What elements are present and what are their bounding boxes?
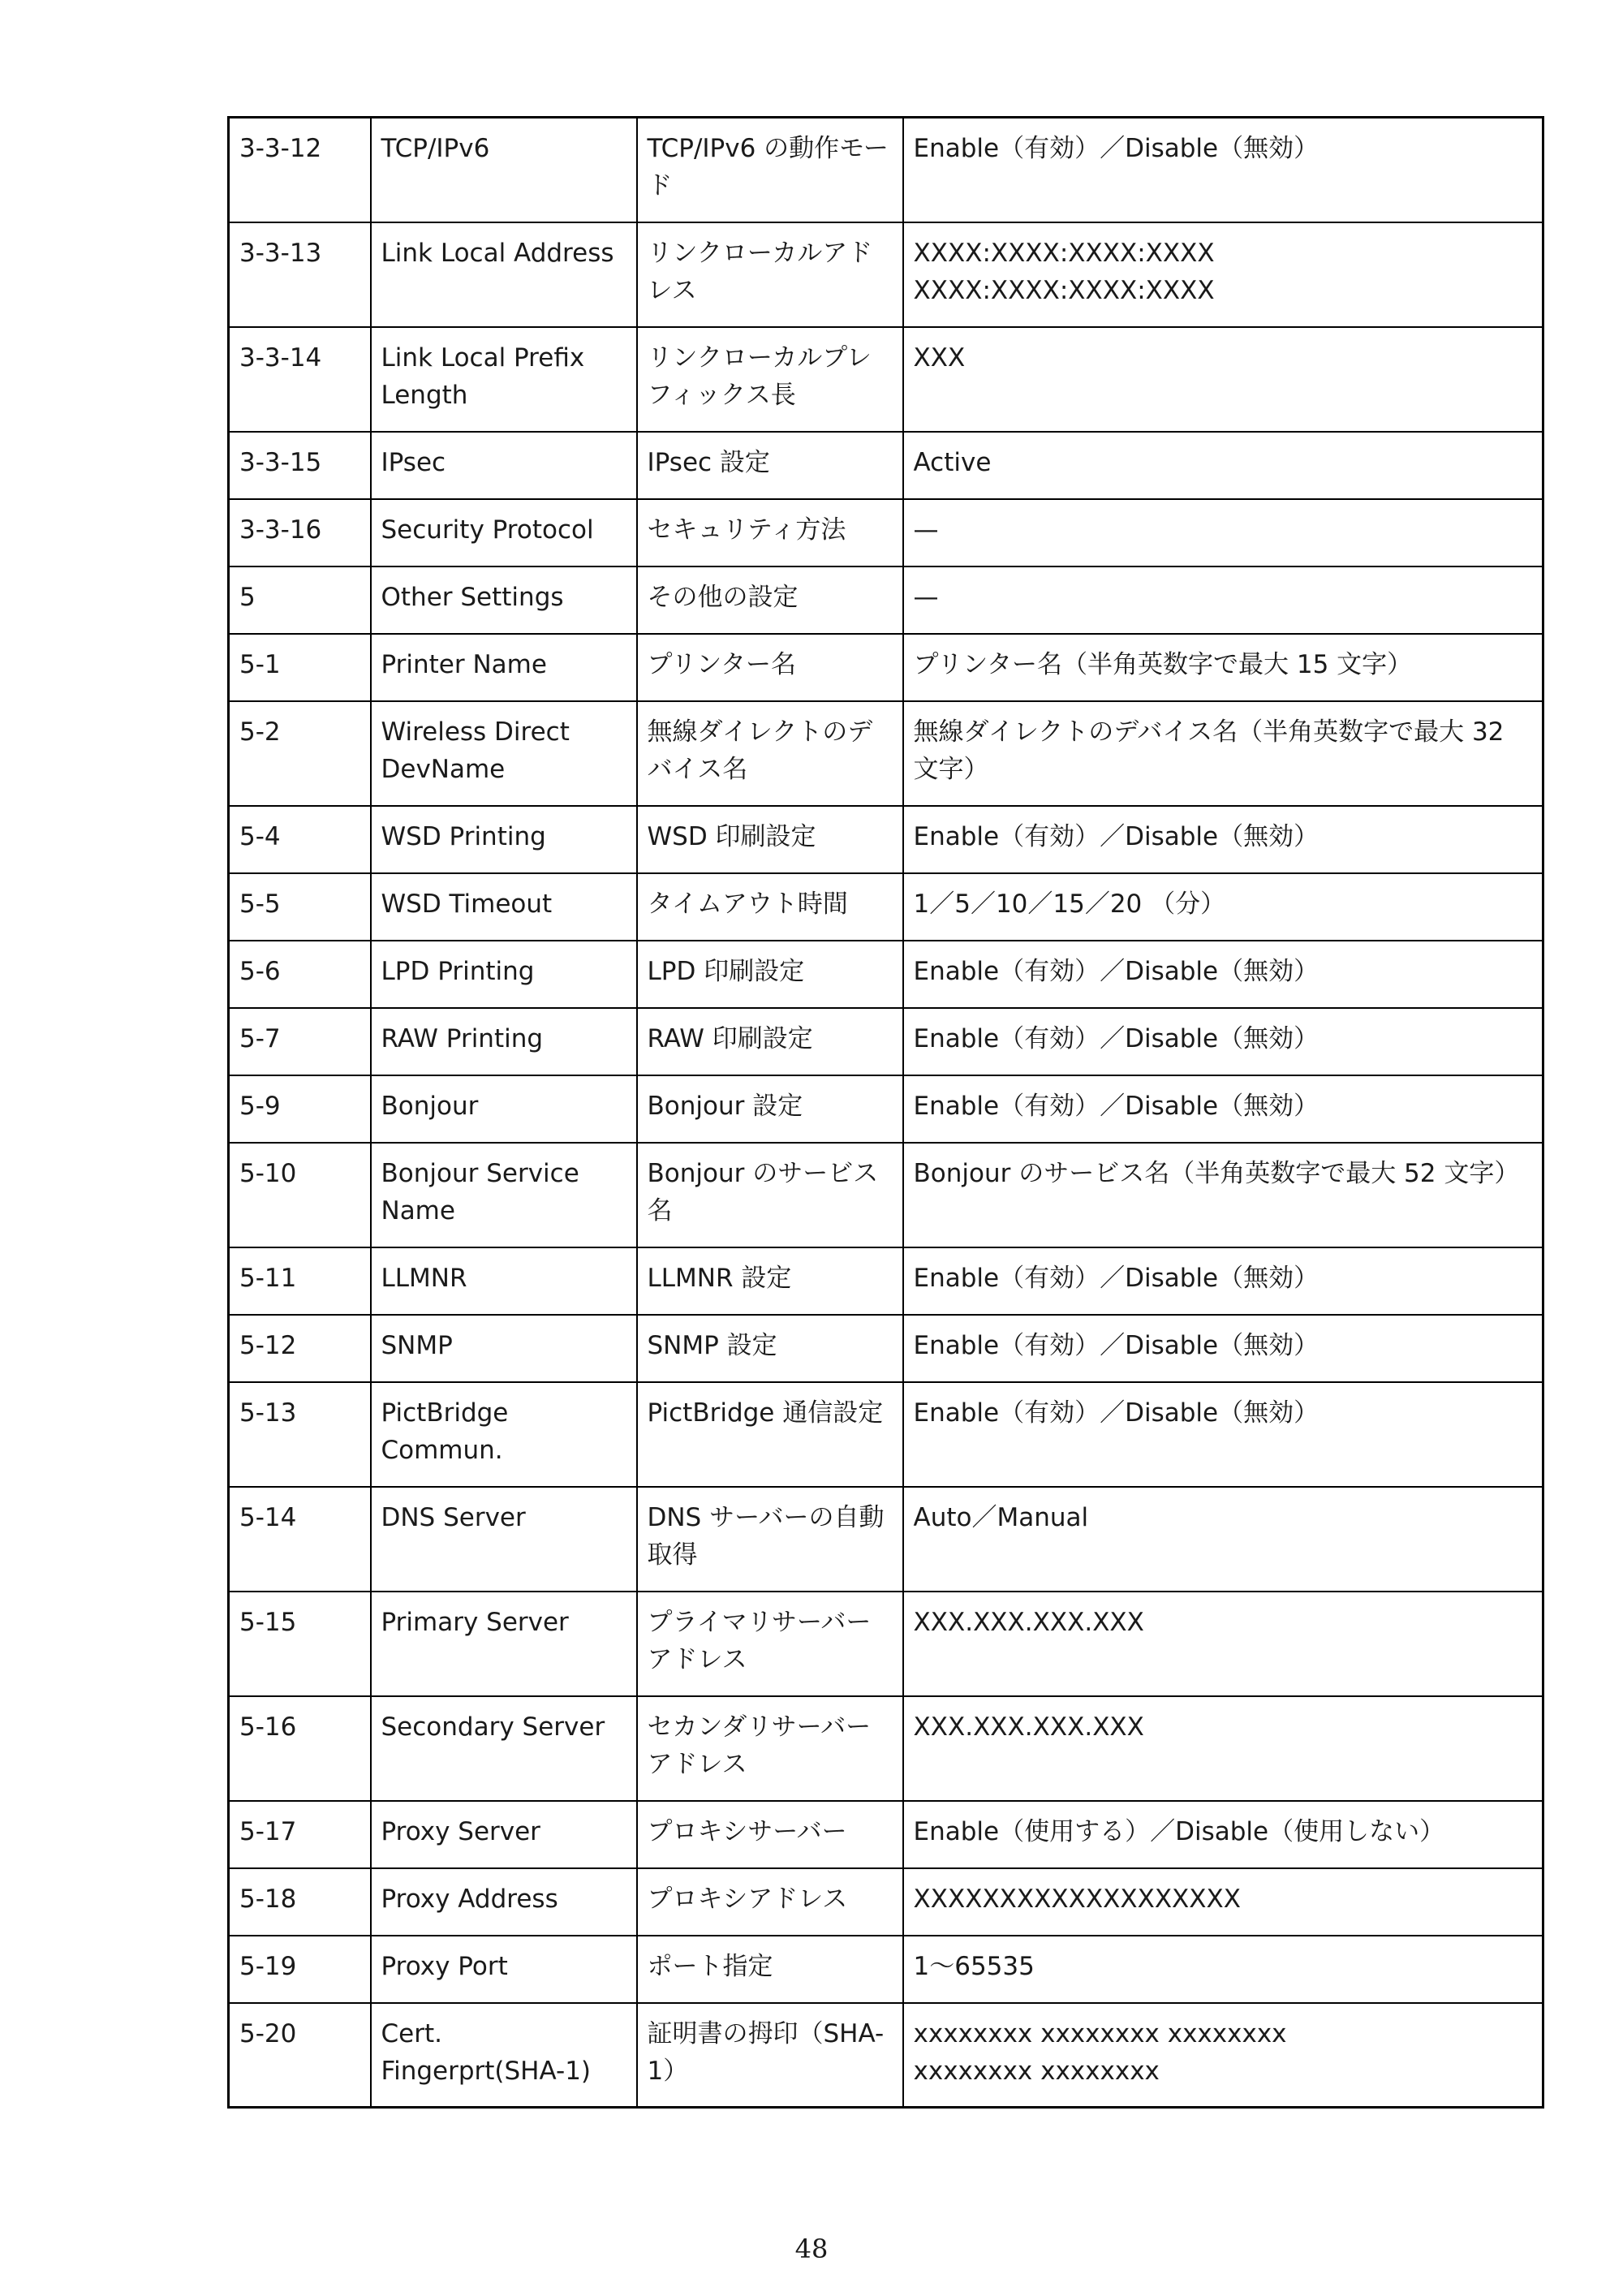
- setting-number-cell: 5-13: [229, 1382, 371, 1487]
- setting-name-ja-cell: 無線ダイレクトのデバイス名: [637, 701, 903, 806]
- setting-value-line: 1～65535: [913, 1951, 1035, 1981]
- setting-name-en-cell: DNS Server: [371, 1487, 637, 1592]
- setting-value-cell: [903, 1315, 1543, 1382]
- setting-value-line: XXX: [913, 342, 966, 373]
- setting-number-cell: 3-3-16: [229, 499, 371, 566]
- setting-name-ja-cell: Bonjour 設定: [637, 1075, 903, 1143]
- table-row: [229, 806, 1543, 873]
- setting-value-cell: [903, 701, 1543, 806]
- settings-table: [227, 116, 1544, 2109]
- setting-number-cell: 3-3-13: [229, 222, 371, 327]
- setting-name-en-cell: WSD Timeout: [371, 873, 637, 941]
- setting-name-ja-cell: LLMNR 設定: [637, 1247, 903, 1315]
- setting-name-en-cell: TCP/IPv6: [371, 118, 637, 222]
- settings-table-body: [229, 118, 1543, 2108]
- setting-number-cell: 5-11: [229, 1247, 371, 1315]
- setting-name-en-cell: Primary Server: [371, 1592, 637, 1696]
- setting-value-line: Enable（使用する）／Disable（使用しない）: [913, 1816, 1445, 1846]
- table-row: [229, 941, 1543, 1008]
- setting-value-line: xxxxxxxx xxxxxxxx xxxxxxxx: [913, 2018, 1287, 2048]
- setting-name-ja-cell: SNMP 設定: [637, 1315, 903, 1382]
- table-row: [229, 327, 1543, 432]
- setting-value-cell: [903, 432, 1543, 499]
- setting-name-en-cell: LPD Printing: [371, 941, 637, 1008]
- setting-value-cell: [903, 1801, 1543, 1868]
- setting-value-cell: [903, 941, 1543, 1008]
- table-row: [229, 1868, 1543, 1936]
- setting-name-ja-cell: セカンダリサーバーアドレス: [637, 1696, 903, 1801]
- setting-name-en-cell: Wireless Direct DevName: [371, 701, 637, 806]
- setting-value-line: Enable（有効）／Disable（無効）: [913, 1330, 1319, 1360]
- setting-name-en-cell: Link Local Prefix Length: [371, 327, 637, 432]
- setting-number-cell: 5-19: [229, 1936, 371, 2003]
- setting-value-cell: [903, 1487, 1543, 1592]
- setting-value-cell: [903, 634, 1543, 701]
- setting-name-ja-cell: ポート指定: [637, 1936, 903, 2003]
- setting-value-line: Enable（有効）／Disable（無効）: [913, 821, 1319, 851]
- setting-name-ja-cell: プリンター名: [637, 634, 903, 701]
- setting-value-line: xxxxxxxx xxxxxxxx: [913, 2056, 1160, 2086]
- setting-name-ja-cell: リンクローカルプレフィックス長: [637, 327, 903, 432]
- setting-value-cell: [903, 1868, 1543, 1936]
- setting-name-ja-cell: DNS サーバーの自動取得: [637, 1487, 903, 1592]
- setting-value-cell: [903, 1936, 1543, 2003]
- table-row: [229, 1315, 1543, 1382]
- setting-name-en-cell: Secondary Server: [371, 1696, 637, 1801]
- setting-name-ja-cell: LPD 印刷設定: [637, 941, 903, 1008]
- setting-name-en-cell: Proxy Port: [371, 1936, 637, 2003]
- setting-name-ja-cell: プライマリサーバーアドレス: [637, 1592, 903, 1696]
- setting-name-en-cell: Proxy Server: [371, 1801, 637, 1868]
- setting-value-line: プリンター名（半角英数字で最大 15 文字）: [913, 649, 1413, 679]
- setting-name-en-cell: WSD Printing: [371, 806, 637, 873]
- setting-name-ja-cell: プロキシサーバー: [637, 1801, 903, 1868]
- setting-value-cell: [903, 806, 1543, 873]
- table-row: [229, 118, 1543, 222]
- setting-number-cell: 3-3-15: [229, 432, 371, 499]
- setting-value-line: —: [913, 515, 939, 545]
- setting-name-en-cell: Bonjour Service Name: [371, 1143, 637, 1247]
- setting-value-cell: [903, 2003, 1543, 2108]
- table-row: [229, 701, 1543, 806]
- setting-number-cell: 5-18: [229, 1868, 371, 1936]
- setting-value-cell: [903, 566, 1543, 634]
- setting-value-line: 1／5／10／15／20 （分）: [913, 889, 1226, 919]
- setting-number-cell: 5-15: [229, 1592, 371, 1696]
- setting-name-ja-cell: WSD 印刷設定: [637, 806, 903, 873]
- setting-value-cell: [903, 1008, 1543, 1075]
- setting-name-ja-cell: その他の設定: [637, 566, 903, 634]
- setting-value-cell: [903, 1247, 1543, 1315]
- setting-value-line: Bonjour のサービス名（半角英数字で最大 52 文字）: [913, 1158, 1520, 1188]
- setting-name-ja-cell: PictBridge 通信設定: [637, 1382, 903, 1487]
- setting-name-en-cell: PictBridge Commun.: [371, 1382, 637, 1487]
- table-row: [229, 1696, 1543, 1801]
- setting-value-line: Enable（有効）／Disable（無効）: [913, 1023, 1319, 1053]
- setting-value-line: XXX.XXX.XXX.XXX: [913, 1712, 1144, 1742]
- setting-number-cell: 5-6: [229, 941, 371, 1008]
- table-row: [229, 1247, 1543, 1315]
- setting-value-cell: [903, 1075, 1543, 1143]
- setting-value-cell: [903, 1382, 1543, 1487]
- setting-name-ja-cell: セキュリティ方法: [637, 499, 903, 566]
- table-row: [229, 1801, 1543, 1868]
- setting-name-en-cell: Other Settings: [371, 566, 637, 634]
- setting-value-line: Auto／Manual: [913, 1502, 1089, 1532]
- setting-value-line: Enable（有効）／Disable（無効）: [913, 1091, 1319, 1121]
- setting-name-en-cell: Proxy Address: [371, 1868, 637, 1936]
- setting-number-cell: 5-16: [229, 1696, 371, 1801]
- setting-number-cell: 5-7: [229, 1008, 371, 1075]
- setting-number-cell: 5-5: [229, 873, 371, 941]
- table-row: [229, 222, 1543, 327]
- setting-name-en-cell: IPsec: [371, 432, 637, 499]
- page-number: 48: [794, 2234, 829, 2264]
- table-row: [229, 1075, 1543, 1143]
- setting-name-en-cell: LLMNR: [371, 1247, 637, 1315]
- setting-name-ja-cell: プロキシアドレス: [637, 1868, 903, 1936]
- setting-name-en-cell: RAW Printing: [371, 1008, 637, 1075]
- setting-number-cell: 5-4: [229, 806, 371, 873]
- table-row: [229, 1008, 1543, 1075]
- table-row: [229, 1936, 1543, 2003]
- table-row: [229, 634, 1543, 701]
- setting-name-ja-cell: TCP/IPv6 の動作モード: [637, 118, 903, 222]
- table-row: [229, 1143, 1543, 1247]
- setting-number-cell: 5-1: [229, 634, 371, 701]
- setting-number-cell: 5-14: [229, 1487, 371, 1592]
- setting-value-line: —: [913, 582, 939, 612]
- setting-name-en-cell: Security Protocol: [371, 499, 637, 566]
- setting-value-line: XXX.XXX.XXX.XXX: [913, 1607, 1144, 1637]
- setting-value-cell: [903, 499, 1543, 566]
- setting-number-cell: 5-2: [229, 701, 371, 806]
- setting-value-line: XXXXXXXXXXXXXXXXXXX: [913, 1884, 1241, 1914]
- table-row: [229, 1592, 1543, 1696]
- table-row: [229, 1487, 1543, 1592]
- setting-number-cell: 5-20: [229, 2003, 371, 2108]
- table-row: [229, 1382, 1543, 1487]
- setting-name-ja-cell: リンクローカルアドレス: [637, 222, 903, 327]
- table-row: [229, 499, 1543, 566]
- table-row: [229, 2003, 1543, 2108]
- setting-value-line: Enable（有効）／Disable（無効）: [913, 1398, 1319, 1428]
- setting-value-cell: [903, 1592, 1543, 1696]
- setting-name-en-cell: Printer Name: [371, 634, 637, 701]
- setting-value-line: Enable（有効）／Disable（無効）: [913, 956, 1319, 986]
- setting-name-en-cell: Bonjour: [371, 1075, 637, 1143]
- setting-value-cell: [903, 118, 1543, 222]
- setting-name-ja-cell: IPsec 設定: [637, 432, 903, 499]
- setting-value-cell: [903, 1143, 1543, 1247]
- setting-name-ja-cell: タイムアウト時間: [637, 873, 903, 941]
- setting-value-cell: [903, 327, 1543, 432]
- setting-value-cell: [903, 1696, 1543, 1801]
- setting-name-ja-cell: 証明書の拇印（SHA-1）: [637, 2003, 903, 2108]
- table-row: [229, 566, 1543, 634]
- table-row: [229, 873, 1543, 941]
- setting-number-cell: 3-3-14: [229, 327, 371, 432]
- setting-number-cell: 5: [229, 566, 371, 634]
- setting-value-cell: [903, 873, 1543, 941]
- setting-number-cell: 5-10: [229, 1143, 371, 1247]
- setting-value-line: XXXX:XXXX:XXXX:XXXX: [913, 275, 1215, 305]
- setting-value-line: Enable（有効）／Disable（無効）: [913, 1263, 1319, 1293]
- setting-name-en-cell: SNMP: [371, 1315, 637, 1382]
- setting-value-line: Active: [913, 447, 992, 477]
- table-row: [229, 432, 1543, 499]
- setting-number-cell: 3-3-12: [229, 118, 371, 222]
- setting-value-cell: [903, 222, 1543, 327]
- setting-value-line: 無線ダイレクトのデバイス名（半角英数字で最大 32 文字）: [913, 717, 1505, 784]
- setting-number-cell: 5-12: [229, 1315, 371, 1382]
- setting-value-line: XXXX:XXXX:XXXX:XXXX: [913, 238, 1215, 268]
- setting-number-cell: 5-9: [229, 1075, 371, 1143]
- setting-value-line: Enable（有効）／Disable（無効）: [913, 134, 1319, 163]
- setting-number-cell: 5-17: [229, 1801, 371, 1868]
- setting-name-en-cell: Link Local Address: [371, 222, 637, 327]
- setting-name-ja-cell: RAW 印刷設定: [637, 1008, 903, 1075]
- setting-name-en-cell: Cert. Fingerprt(SHA-1): [371, 2003, 637, 2108]
- setting-name-ja-cell: Bonjour のサービス名: [637, 1143, 903, 1247]
